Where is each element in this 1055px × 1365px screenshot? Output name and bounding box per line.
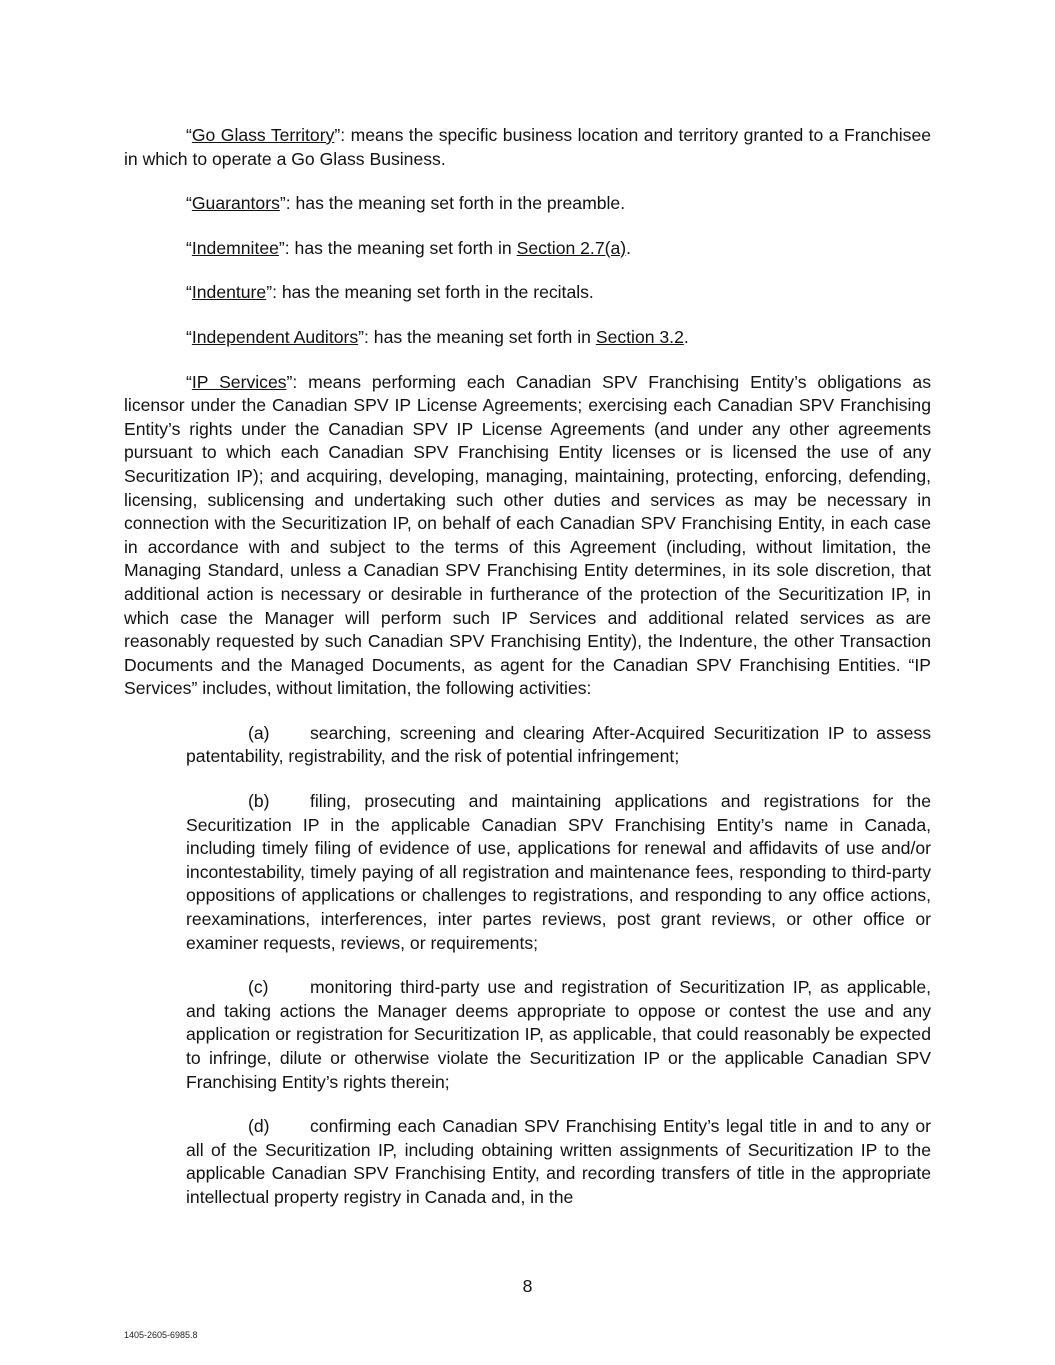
activity-item-a xyxy=(186,722,931,769)
activity-item-b xyxy=(186,790,931,955)
activity-text: monitoring third-party use and registration of Securitization IP, as applicable, and taking actions the Manager deems appropriate to oppose or contest the use and any application or registration for Securitization IP, as applicable, that could reasonably be expected to infringe, dilute or otherwise violate the Securitization IP or the applicable Canadian SPV Franchising Entity’s rights therein; xyxy=(186,977,931,1092)
activity-marker: (b) xyxy=(248,791,270,812)
open-quote: “ xyxy=(186,193,192,214)
definition-independent-auditors xyxy=(124,326,931,350)
defined-term: IP Services xyxy=(191,371,287,392)
definition-end: . xyxy=(683,326,689,347)
section-reference: Section 2.7(a) xyxy=(516,237,627,258)
document-id: 1405-2605-6985.8 xyxy=(124,1330,198,1340)
activity-text: confirming each Canadian SPV Franchising Entity’s legal title in and to any or all of the Securitization IP, including obtaining written assignments of Securitization IP to the applicable Canadian SPV Franchising Entity, and recording transfers of title in the appropriate intellectual property registry in Canada and, in the xyxy=(186,1116,931,1207)
definition-text: : means performing each Canadian SPV Franchising Entity’s obligations as licensor under the Canadian SPV IP License Agreements; exercising each Canadian SPV Franchising Entity’s rights under the Canadian SPV IP License Agreements (and under any other agreements pursuant to which each Canadian SPV Franchising Entity licenses or is licensed the use of any Securitization IP); and acquiring, developing, managing, maintaining, protecting, enforcing, defending, licensing, sublicensing and undertaking such other duties and services as may be necessary in connection with the Securitization IP, on behalf of each Canadian SPV Franchising Entity, in each case in accordance with and subject to the terms of this Agreement (including, without limitation, the Managing Standard, unless a Canadian SPV Franchising Entity determines, in its sole discretion, that additional action is necessary or desirable in furtherance of the protection of the Securitization IP, in which case the Manager will perform such IP Services and additional related services as are reasonably requested by such Canadian SPV Franchising Entity), the Indenture, the other Transaction Documents and the Managed Documents, as agent for the Canadian SPV Franchising Entities. “IP Services” includes, without limitation, the following activities: xyxy=(124,371,931,699)
close-quote: ” xyxy=(266,282,273,303)
definition-indenture xyxy=(124,281,931,305)
close-quote: ” xyxy=(279,193,286,214)
activity-text: searching, screening and clearing After-Acquired Securitization IP to assess patentability, registrability, and the risk of potential infringement; xyxy=(186,722,931,767)
open-quote: “ xyxy=(186,326,192,347)
page-number: 8 xyxy=(522,1276,533,1296)
open-quote: “ xyxy=(186,237,192,258)
close-quote: ” xyxy=(334,125,341,145)
activity-item-c xyxy=(186,976,931,1094)
activity-marker: (a) xyxy=(248,722,270,743)
activity-item-d xyxy=(186,1115,931,1209)
close-quote: ” xyxy=(286,371,293,392)
definition-end: . xyxy=(626,237,632,258)
defined-term: Indemnitee xyxy=(191,237,279,258)
section-reference: Section 3.2 xyxy=(595,326,684,347)
activity-marker: (c) xyxy=(248,977,269,998)
close-quote: ” xyxy=(278,237,285,258)
definition-ip-services xyxy=(124,371,931,701)
definition-text: : has the meaning set forth in the recitals. xyxy=(272,282,594,303)
activity-text: filing, prosecuting and maintaining applications and registrations for the Securitization IP in the applicable Canadian SPV Franchising Entity’s name in Canada, including timely filing of evidence of use, applications for renewal and affidavits of use and/or incontestability, timely paying of all registration and maintenance fees, responding to third-party oppositions of applications or challenges to registrations, and responding to any office actions, reexaminations, interferences, inter partes reviews, post grant reviews, or other office or examiner requests, reviews, or requirements; xyxy=(186,791,931,953)
definition-text: : means the specific business location and territory granted to a Franchisee in which to operate a Go Glass Business. xyxy=(124,125,932,169)
open-quote: “ xyxy=(186,282,192,303)
close-quote: ” xyxy=(358,326,365,347)
open-quote: “ xyxy=(186,125,192,145)
definition-go-glass-territory xyxy=(124,124,931,171)
defined-term: Go Glass Territory xyxy=(191,125,335,145)
open-quote: “ xyxy=(186,371,192,392)
activity-marker: (d) xyxy=(248,1116,270,1137)
defined-term: Indenture xyxy=(191,282,267,303)
definition-guarantors xyxy=(124,192,931,216)
defined-term: Independent Auditors xyxy=(191,326,359,347)
definition-text: : has the meaning set forth in the preamble. xyxy=(285,193,626,214)
definition-indemnitee xyxy=(124,237,931,261)
definition-text: : has the meaning set forth in xyxy=(364,326,596,347)
definition-text: : has the meaning set forth in xyxy=(284,237,517,258)
document-body xyxy=(124,124,931,1231)
defined-term: Guarantors xyxy=(191,193,280,214)
